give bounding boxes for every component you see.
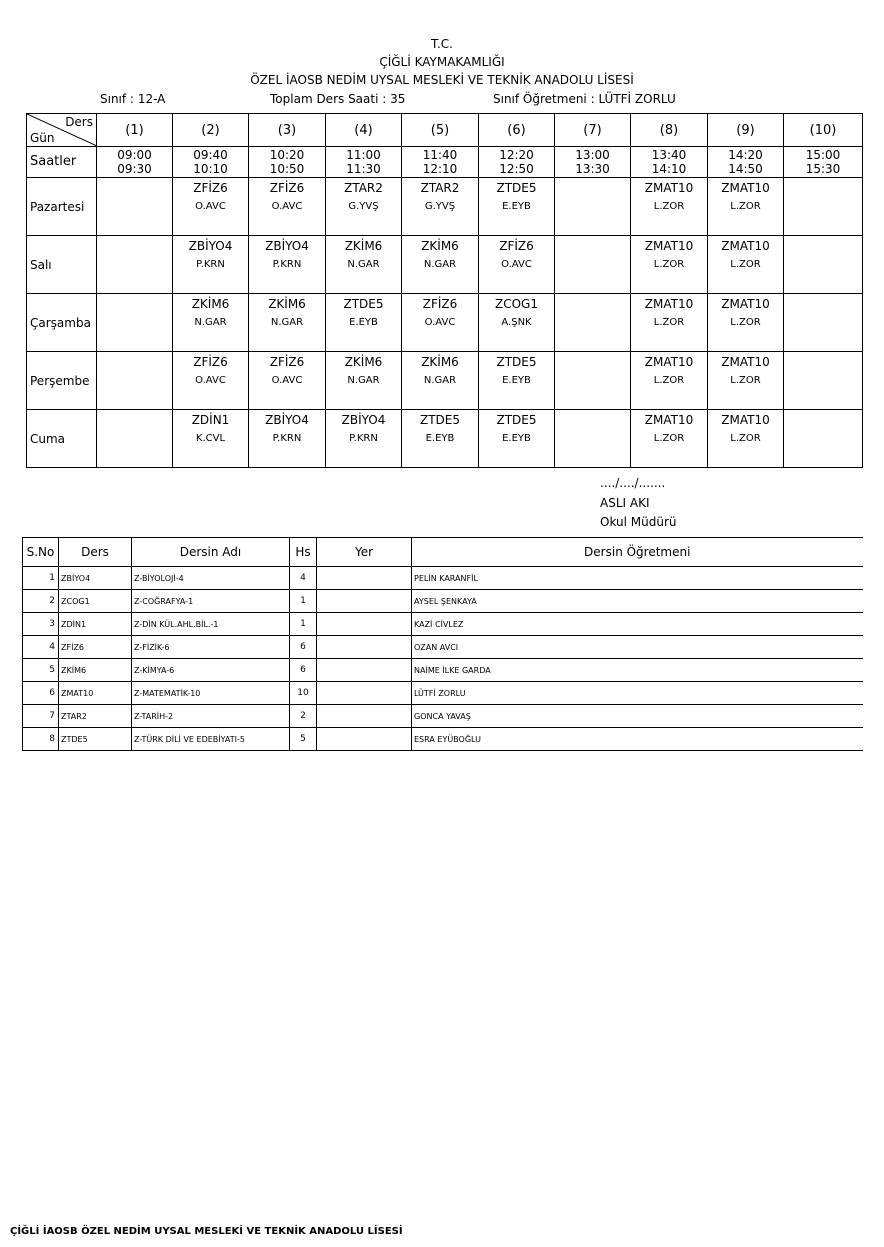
period-start: 11:40 [422,148,458,162]
total-hours-info [270,92,405,106]
period-label: (6) [479,114,555,147]
period-time [784,147,863,178]
day-name: Pazartesi [27,178,97,236]
period-time [402,147,479,178]
course-row [23,613,863,636]
period-time [708,147,784,178]
lesson-cell [402,236,479,294]
period-label: (3) [249,114,326,147]
course-no: 8 [23,728,59,751]
lesson-cell [479,410,555,468]
lesson-cell [326,294,402,352]
lesson-code: ZKİM6 [421,355,459,369]
lesson-teacher: E.EYB [502,375,531,386]
lesson-cell [708,294,784,352]
lesson-teacher: P.KRN [272,259,302,270]
course-hours: 6 [290,636,317,659]
period-start: 13:00 [575,148,610,162]
lesson-code [97,180,172,196]
course-row [23,567,863,590]
col-header-teacher: Dersin Öğretmeni [412,538,863,567]
lesson-teacher [784,374,862,388]
lesson-cell [479,236,555,294]
class-value: 12-A [137,92,166,106]
course-table [22,537,863,751]
lesson-cell [784,294,863,352]
course-no: 1 [23,567,59,590]
course-teacher: ESRA EYÜBOĞLU [412,728,863,751]
teacher-value: LÜTFİ ZORLU [598,92,676,106]
lesson-code: ZFİZ6 [269,181,305,195]
lesson-teacher: E.EYB [425,433,455,444]
course-place [317,567,412,590]
lesson-cell [402,352,479,410]
lesson-cell [249,410,326,468]
lesson-teacher: G.YVŞ [424,201,456,212]
saatler-label: Saatler [27,147,97,178]
period-label: (10) [784,114,863,147]
period-end: 11:30 [346,162,381,176]
course-no: 7 [23,705,59,728]
lesson-cell [97,236,173,294]
col-header-code: Ders [59,538,132,567]
lesson-teacher [784,258,862,272]
day-name: Cuma [27,410,97,468]
period-time [326,147,402,178]
lesson-teacher: L.ZOR [730,375,761,386]
lesson-teacher [784,316,862,330]
course-name: Z-KİMYA-6 [132,659,290,682]
header-school: ÖZEL İAOSB NEDİM UYSAL MESLEKİ VE TEKNİK ANADOLU LİSESİ [250,73,634,87]
lesson-teacher: N.GAR [347,375,380,386]
lesson-code: ZKİM6 [344,239,383,253]
course-code: ZTAR2 [59,705,132,728]
lesson-code: ZTDE5 [496,181,537,195]
lesson-teacher: L.ZOR [653,201,685,212]
course-code: ZFİZ6 [59,636,132,659]
lesson-code: ZTDE5 [496,413,537,427]
lesson-code: ZTDE5 [419,413,460,427]
period-label: (1) [97,114,173,147]
course-teacher: AYSEL ŞENKAYA [412,590,863,613]
period-start: 11:00 [346,148,381,162]
lesson-code [97,354,172,370]
lesson-code: ZMAT10 [721,355,770,369]
course-place [317,636,412,659]
lesson-code: ZFİZ6 [193,181,228,195]
lesson-cell [326,410,402,468]
lesson-cell [555,236,631,294]
period-end: 12:10 [422,162,458,176]
lesson-cell [326,236,402,294]
period-end: 12:50 [499,162,534,176]
lesson-teacher [555,200,630,214]
footer-school-name: ÇİĞLİ İAOSB ÖZEL NEDİM UYSAL MESLEKİ VE TEKNİK ANADOLU LİSESİ [10,1226,403,1237]
period-end: 14:50 [728,162,763,176]
lesson-teacher [555,316,630,330]
lesson-cell [173,236,249,294]
lesson-code [784,238,862,254]
principal-name: ASLI AKI [600,496,650,510]
lesson-cell [402,410,479,468]
period-start: 09:40 [193,148,228,162]
lesson-code [555,180,630,196]
course-row [23,728,863,751]
period-start: 10:20 [269,148,305,162]
course-hours: 2 [290,705,317,728]
course-row [23,705,863,728]
lesson-cell [784,236,863,294]
lesson-cell [97,410,173,468]
course-no: 6 [23,682,59,705]
course-code: ZDİN1 [59,613,132,636]
lesson-code: ZMAT10 [644,413,694,427]
lesson-cell [631,294,708,352]
lesson-teacher: L.ZOR [730,433,761,444]
lesson-teacher: L.ZOR [653,259,685,270]
lesson-teacher [555,432,630,446]
lesson-code: ZFİZ6 [499,239,534,253]
course-teacher: LÜTFİ ZORLU [412,682,863,705]
lesson-code [555,354,630,370]
lesson-cell [708,236,784,294]
total-value: 35 [390,92,406,106]
lesson-cell [555,178,631,236]
lesson-teacher [97,432,172,446]
period-label: (2) [173,114,249,147]
signature-date: ..../..../....... [600,476,666,490]
lesson-code: ZTAR2 [420,181,460,195]
lesson-teacher: L.ZOR [653,317,685,328]
lesson-code: ZFİZ6 [422,297,458,311]
course-teacher: GONCA YAVAŞ [412,705,863,728]
lesson-teacher: N.GAR [423,259,457,270]
corner-ders-label: Ders [65,115,93,129]
period-start: 13:40 [651,148,687,162]
period-time [555,147,631,178]
course-hours: 10 [290,682,317,705]
principal-title: Okul Müdürü [600,515,677,529]
lesson-cell [173,178,249,236]
lesson-code: ZCOG1 [495,297,538,311]
lesson-teacher: E.EYB [502,433,531,444]
lesson-code: ZMAT10 [644,239,694,253]
col-header-name: Dersin Adı [132,538,290,567]
period-time [249,147,326,178]
lesson-cell [479,178,555,236]
lesson-code: ZMAT10 [721,413,770,427]
lesson-cell [173,410,249,468]
course-name: Z-FİZİK-6 [132,636,290,659]
lesson-code: ZDİN1 [191,413,230,427]
period-time [479,147,555,178]
lesson-cell [326,178,402,236]
period-start: 12:20 [499,148,534,162]
course-hours: 1 [290,590,317,613]
period-end: 09:30 [117,162,152,176]
lesson-code: ZKİM6 [344,355,383,369]
header-tc: T.C. [431,37,453,51]
lesson-teacher [97,316,172,330]
lesson-cell [555,294,631,352]
lesson-code: ZMAT10 [721,239,770,253]
lesson-cell [249,236,326,294]
lesson-teacher [555,374,630,388]
lesson-teacher: O.AVC [501,259,532,270]
col-header-place: Yer [317,538,412,567]
lesson-code: ZBİYO4 [265,239,309,253]
lesson-cell [326,352,402,410]
lesson-code: ZBİYO4 [188,239,233,253]
lesson-code: ZKİM6 [191,297,230,311]
teacher-label: Sınıf Öğretmeni : [493,92,595,106]
lesson-teacher: N.GAR [347,259,380,270]
lesson-teacher: N.GAR [194,317,227,328]
lesson-teacher: P.KRN [272,433,302,444]
lesson-cell [784,178,863,236]
period-time [173,147,249,178]
lesson-code: ZMAT10 [721,181,770,195]
course-code: ZTDE5 [59,728,132,751]
lesson-teacher: K.CVL [195,433,226,444]
course-hours: 1 [290,613,317,636]
lesson-cell [173,352,249,410]
day-name: Salı [27,236,97,294]
course-name: Z-DİN KÜL.AHL.BİL.-1 [132,613,290,636]
lesson-code: ZMAT10 [644,297,694,311]
day-row [27,410,863,468]
lesson-teacher: N.GAR [423,375,457,386]
lesson-teacher [784,432,862,446]
period-start: 14:20 [728,148,763,162]
lesson-code: ZKİM6 [268,297,306,311]
lesson-teacher: G.YVŞ [348,201,379,212]
course-teacher: PELİN KARANFİL [412,567,863,590]
lesson-code: ZMAT10 [644,355,694,369]
lesson-teacher: O.AVC [195,375,226,386]
course-row [23,659,863,682]
lesson-teacher: N.GAR [270,317,304,328]
period-start: 15:00 [805,148,841,162]
lesson-cell [479,294,555,352]
period-end: 10:50 [269,162,305,176]
lesson-cell [631,352,708,410]
course-place [317,682,412,705]
lesson-cell [631,410,708,468]
course-row [23,682,863,705]
lesson-code [97,238,172,254]
lesson-teacher: L.ZOR [730,317,761,328]
lesson-code [784,296,862,312]
class-label: Sınıf : [100,92,134,106]
lesson-teacher: E.EYB [349,317,378,328]
course-hours: 4 [290,567,317,590]
course-name: Z-BİYOLOJİ-4 [132,567,290,590]
course-code: ZCOG1 [59,590,132,613]
lesson-code [784,354,862,370]
hours-row [27,147,863,178]
lesson-code: ZFİZ6 [193,355,228,369]
course-no: 2 [23,590,59,613]
course-row [23,636,863,659]
lesson-teacher: O.AVC [424,317,456,328]
course-row [23,590,863,613]
course-no: 4 [23,636,59,659]
period-time [97,147,173,178]
course-header-row [23,538,863,567]
col-header-no: S.No [23,538,59,567]
timetable [26,113,863,468]
lesson-teacher: O.AVC [271,201,303,212]
day-row [27,352,863,410]
day-row [27,236,863,294]
course-code: ZMAT10 [59,682,132,705]
course-place [317,705,412,728]
lesson-teacher [97,258,172,272]
lesson-teacher: L.ZOR [730,201,761,212]
lesson-cell [97,178,173,236]
course-no: 3 [23,613,59,636]
course-place [317,590,412,613]
course-place [317,613,412,636]
lesson-cell [402,294,479,352]
lesson-cell [479,352,555,410]
period-label: (4) [326,114,402,147]
lesson-code: ZMAT10 [644,181,694,195]
course-name: Z-TARİH-2 [132,705,290,728]
lesson-teacher: A.ŞNK [501,317,532,328]
period-time [631,147,708,178]
lesson-code: ZFİZ6 [269,355,305,369]
lesson-code [555,412,630,428]
lesson-teacher: P.KRN [349,433,378,444]
course-hours: 6 [290,659,317,682]
course-code: ZBİYO4 [59,567,132,590]
lesson-cell [402,178,479,236]
lesson-cell [249,352,326,410]
lesson-code [97,296,172,312]
lesson-code [555,238,630,254]
lesson-cell [97,352,173,410]
lesson-cell [784,352,863,410]
lesson-code: ZBİYO4 [265,413,309,427]
class-info [100,92,165,106]
corner-gun-label: Gün [30,131,55,145]
course-code: ZKİM6 [59,659,132,682]
lesson-teacher [784,200,862,214]
course-name: Z-TÜRK DİLİ VE EDEBİYATI-5 [132,728,290,751]
lesson-cell [631,236,708,294]
course-place [317,659,412,682]
period-label: (9) [708,114,784,147]
class-teacher-info [493,92,676,106]
lesson-code: ZTDE5 [496,355,537,369]
lesson-teacher: L.ZOR [653,433,685,444]
period-end: 13:30 [575,162,610,176]
lesson-code [784,412,862,428]
header-district: ÇİĞLİ KAYMAKAMLIĞI [379,55,505,69]
lesson-cell [555,410,631,468]
course-place [317,728,412,751]
lesson-cell [555,352,631,410]
course-hours: 5 [290,728,317,751]
lesson-teacher: O.AVC [195,201,226,212]
period-header-row [27,114,863,147]
course-name: Z-MATEMATİK-10 [132,682,290,705]
period-end: 14:10 [651,162,687,176]
lesson-code [555,296,630,312]
lesson-teacher: L.ZOR [653,375,685,386]
lesson-teacher: P.KRN [196,259,225,270]
day-row [27,178,863,236]
course-no: 5 [23,659,59,682]
lesson-code: ZKİM6 [421,239,459,253]
corner-cell [27,114,97,147]
lesson-code: ZMAT10 [721,297,770,311]
lesson-code [97,412,172,428]
total-label: Toplam Ders Saati : [270,92,387,106]
course-teacher: NAİME İLKE GARDA [412,659,863,682]
col-header-hours: Hs [290,538,317,567]
lesson-code: ZTAR2 [344,181,383,195]
day-row [27,294,863,352]
lesson-cell [173,294,249,352]
course-teacher: KAZİ CİVLEZ [412,613,863,636]
lesson-teacher [555,258,630,272]
lesson-cell [708,178,784,236]
lesson-code: ZTDE5 [343,297,384,311]
lesson-teacher [97,200,172,214]
lesson-teacher: E.EYB [502,201,531,212]
period-end: 10:10 [193,162,228,176]
lesson-cell [631,178,708,236]
course-name: Z-COĞRAFYA-1 [132,590,290,613]
lesson-cell [784,410,863,468]
lesson-cell [249,294,326,352]
period-end: 15:30 [805,162,841,176]
period-label: (5) [402,114,479,147]
lesson-cell [708,352,784,410]
day-name: Perşembe [27,352,97,410]
day-name: Çarşamba [27,294,97,352]
lesson-cell [97,294,173,352]
period-start: 09:00 [117,148,152,162]
lesson-teacher [97,374,172,388]
period-label: (7) [555,114,631,147]
lesson-cell [708,410,784,468]
lesson-teacher: O.AVC [271,375,303,386]
lesson-code: ZBİYO4 [341,413,386,427]
course-teacher: OZAN AVCI [412,636,863,659]
lesson-code [784,180,862,196]
lesson-cell [249,178,326,236]
period-label: (8) [631,114,708,147]
lesson-teacher: L.ZOR [730,259,761,270]
